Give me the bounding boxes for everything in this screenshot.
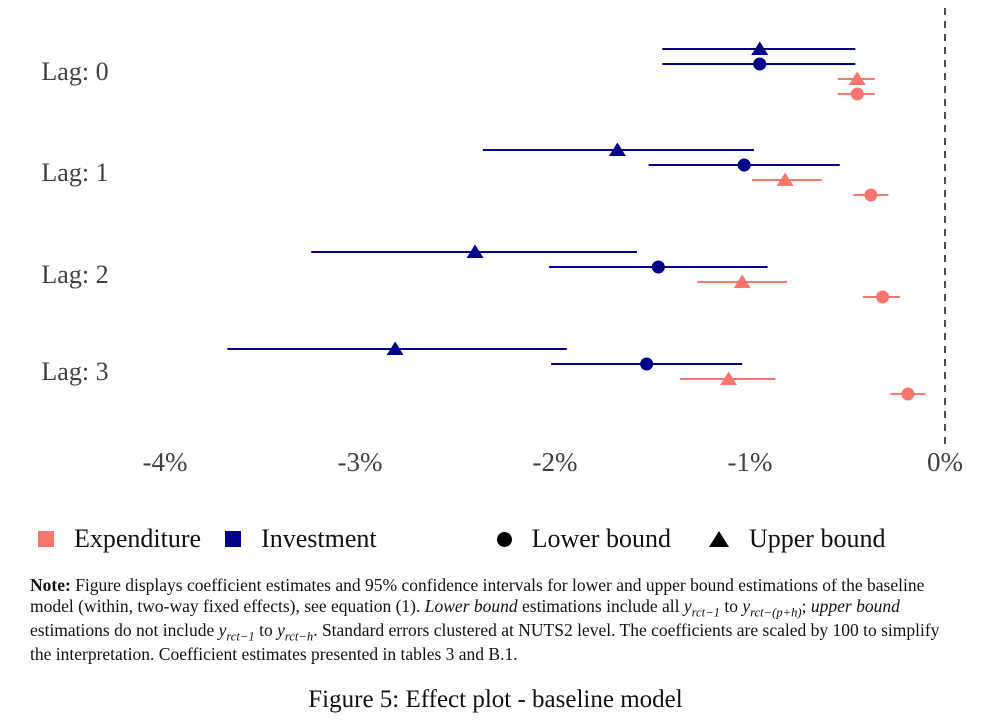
x-axis-tick-label: 0% — [927, 447, 963, 477]
figure-caption: Figure 5: Effect plot - baseline model — [308, 686, 683, 713]
note-text-segment: Note: — [30, 575, 71, 595]
note-text-segment: rct−h — [284, 629, 314, 644]
x-axis-tick-label: -3% — [337, 447, 383, 477]
note-text-segment: y — [277, 620, 285, 640]
legend-label: Investment — [261, 524, 377, 553]
note-text-segment: rct−1 — [226, 629, 255, 644]
y-axis-category-label: Lag: 3 — [41, 357, 109, 386]
estimate-marker-circle — [876, 291, 889, 304]
note-text-segment: to — [254, 620, 278, 640]
estimate-marker-circle — [864, 189, 877, 202]
note-text-segment: Lower bound — [424, 595, 518, 616]
estimate-marker-circle — [851, 88, 864, 101]
legend-label: Expenditure — [74, 524, 202, 553]
note-text-segment: ; — [801, 595, 811, 616]
estimate-marker-circle — [738, 159, 751, 172]
legend-label: Lower bound — [531, 524, 671, 553]
note-text-segment: to — [719, 595, 743, 616]
estimate-marker-circle — [901, 388, 914, 401]
note-text-segment: . Standard errors clustered at NUTS2 level. The coefficients are scaled by 100 to simplify the interpretation. Coefficient estimates presented in tables 3 and B.1. — [30, 620, 940, 665]
note-text-segment: Figure displays coefficient estimates and 95% confidence intervals for lower and upper bound estimations of the baseline model (within, two-way fixed effects), see equation (1). — [30, 575, 925, 616]
y-axis-category-label: Lag: 2 — [41, 260, 109, 289]
expenditure-square-icon — [38, 531, 54, 547]
note-text-segment: estimations include all — [517, 595, 684, 616]
y-axis-category-label: Lag: 1 — [41, 158, 109, 187]
legend — [38, 518, 958, 560]
lower-bound-circle-icon — [497, 532, 512, 547]
note-text-segment: y — [683, 595, 692, 616]
estimate-marker-circle — [640, 358, 653, 371]
note-text-segment: y — [742, 595, 751, 616]
y-axis-category-label: Lag: 0 — [41, 57, 109, 86]
note-text-segment: y — [218, 620, 227, 640]
note-text-segment: rct−(p+h) — [750, 605, 802, 620]
x-axis-tick-label: -2% — [532, 447, 578, 477]
upper-bound-triangle-icon — [709, 531, 729, 547]
legend-item-investment — [225, 524, 377, 554]
note-text-segment: estimations do not include — [30, 620, 219, 640]
estimate-marker-circle — [753, 58, 766, 71]
note-text-segment: upper bound — [810, 595, 900, 616]
x-axis-tick-label: -4% — [142, 447, 188, 477]
note-text-segment: rct−1 — [691, 605, 720, 620]
legend-item-lower-bound — [497, 524, 671, 554]
figure-note — [30, 575, 955, 665]
x-axis-tick-label: -1% — [727, 447, 773, 477]
legend-label: Upper bound — [748, 524, 886, 553]
investment-square-icon — [225, 531, 241, 547]
legend-item-upper-bound — [709, 524, 885, 554]
estimate-marker-circle — [652, 261, 665, 274]
legend-item-expenditure — [38, 524, 201, 554]
